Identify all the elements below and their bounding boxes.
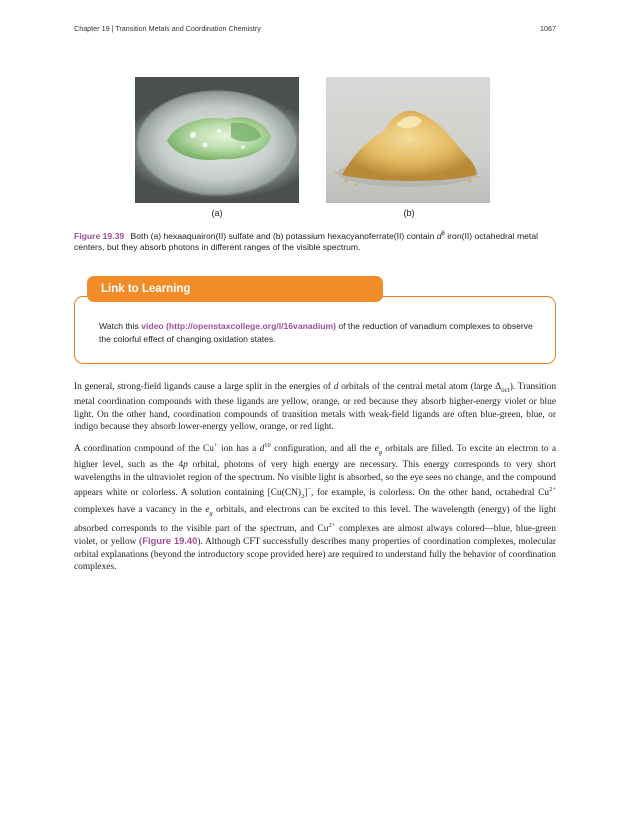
p2-text-7: , for example, is colorless. On the other hand, octahedral Cu xyxy=(311,488,550,499)
p2-text-3: configuration, and all the xyxy=(270,444,375,455)
p2-p: p xyxy=(183,460,188,471)
figure-number: Figure 19.39 xyxy=(74,230,125,241)
chapter-title: Chapter 19 | Transition Metals and Coordination Chemistry xyxy=(74,24,261,33)
p2-text-8: complexes have a vacancy in the xyxy=(74,504,206,515)
p2-g: g xyxy=(378,449,382,456)
p2-e2: e xyxy=(205,504,210,515)
p2-text-11: ). Although CFT successfully describes many properties of coordination complexes, molecular orbital explanations (beyond the introductory scope provided here) are required to understand fully the behavior of coordination complexes. xyxy=(74,537,556,573)
figure-label-a: (a) xyxy=(211,208,223,218)
p2-d: d xyxy=(259,444,265,455)
caption-sup: 6 xyxy=(441,231,445,237)
p2-sup10: 10 xyxy=(264,442,271,449)
paragraph-ligand-field xyxy=(74,381,556,434)
p1-text-3: ). Transition metal coordination compounds with these ligands are yellow, orange, or red because they absorb higher-energy violet or blue light. On the other hand, coordination compounds of transition metals with weak-field ligands are often blue-green, blue, or indigo because they absorb lower-energy yellow, orange, or red light. xyxy=(74,382,557,433)
p2-text-10: complexes are almost always colored—blue, blue-green violet, or yellow ( xyxy=(74,524,556,548)
link-text-before: Watch this xyxy=(99,321,142,331)
photo-hexaaquairon-sulfate xyxy=(135,77,299,203)
p1-text-2: orbitals of the central metal atom (large Δ xyxy=(338,382,502,392)
caption-text-2: iron(II) octahedral metal centers, but they absorb photons in different ranges of the visible spectrum. xyxy=(74,230,539,252)
figure-19-40-link[interactable]: Figure 19.40 xyxy=(142,535,198,547)
p2-text-2: ion has a xyxy=(217,444,260,455)
p2-text-4: orbitals are filled. To excite an electron to a higher level, such as the 4 xyxy=(74,444,556,471)
p2-sup-2plus-a: 2+ xyxy=(549,486,556,494)
figure-label-b: (b) xyxy=(403,208,415,218)
p2-sup-minus: − xyxy=(307,486,312,494)
p2-sup-plus: + xyxy=(214,442,218,449)
link-to-learning-title: Link to Learning xyxy=(87,276,383,302)
p2-text-9: orbitals, and electrons can be excited to this level. The wavelength (energy) of the light absorbed corresponds to the visible part of the spectrum, and Cu xyxy=(74,504,556,535)
p1-oct: oct xyxy=(501,385,510,394)
p2-e: e xyxy=(374,444,379,455)
page-number: 1067 xyxy=(540,24,556,33)
video-link[interactable]: video (http://openstaxcollege.org/l/16vanadium) xyxy=(141,321,337,331)
p2-text-6: ] xyxy=(304,488,308,499)
p2-sub2: 2 xyxy=(301,493,305,501)
caption-d: d xyxy=(436,230,442,241)
p2-g2: g xyxy=(209,509,213,517)
link-to-learning-text xyxy=(99,320,539,345)
p1-text: In general, strong-field ligands cause a large split in the energies of xyxy=(74,382,334,392)
photo-potassium-hexacyanoferrate xyxy=(326,77,490,203)
caption-text: Both (a) hexaaquairon(II) sulfate and (b) potassium hexacyanoferrate(II) contain xyxy=(130,230,437,241)
watch-glass-illustration xyxy=(135,77,299,203)
link-text-after: of the reduction of vanadium complexes to observe the colorful effect of changing oxidation states. xyxy=(99,321,533,344)
p1-d: d xyxy=(333,382,339,392)
p2-text-5: orbital, photons of very high energy are necessary. This energy corresponds to very short wavelengths in the ultraviolet region of the spectrum. No visible light is absorbed, so the eye sees no change, and the compound appears white or colorless. A solution containing [Cu(CN) xyxy=(74,460,556,499)
p2-sup-2plus-b: 2+ xyxy=(328,521,336,529)
paragraph-copper-complex xyxy=(74,440,556,574)
page-header xyxy=(74,24,556,33)
yellow-powder-illustration xyxy=(326,77,490,203)
p2-text-1: A coordination compound of the Cu xyxy=(74,444,214,455)
figure-caption xyxy=(74,229,556,253)
